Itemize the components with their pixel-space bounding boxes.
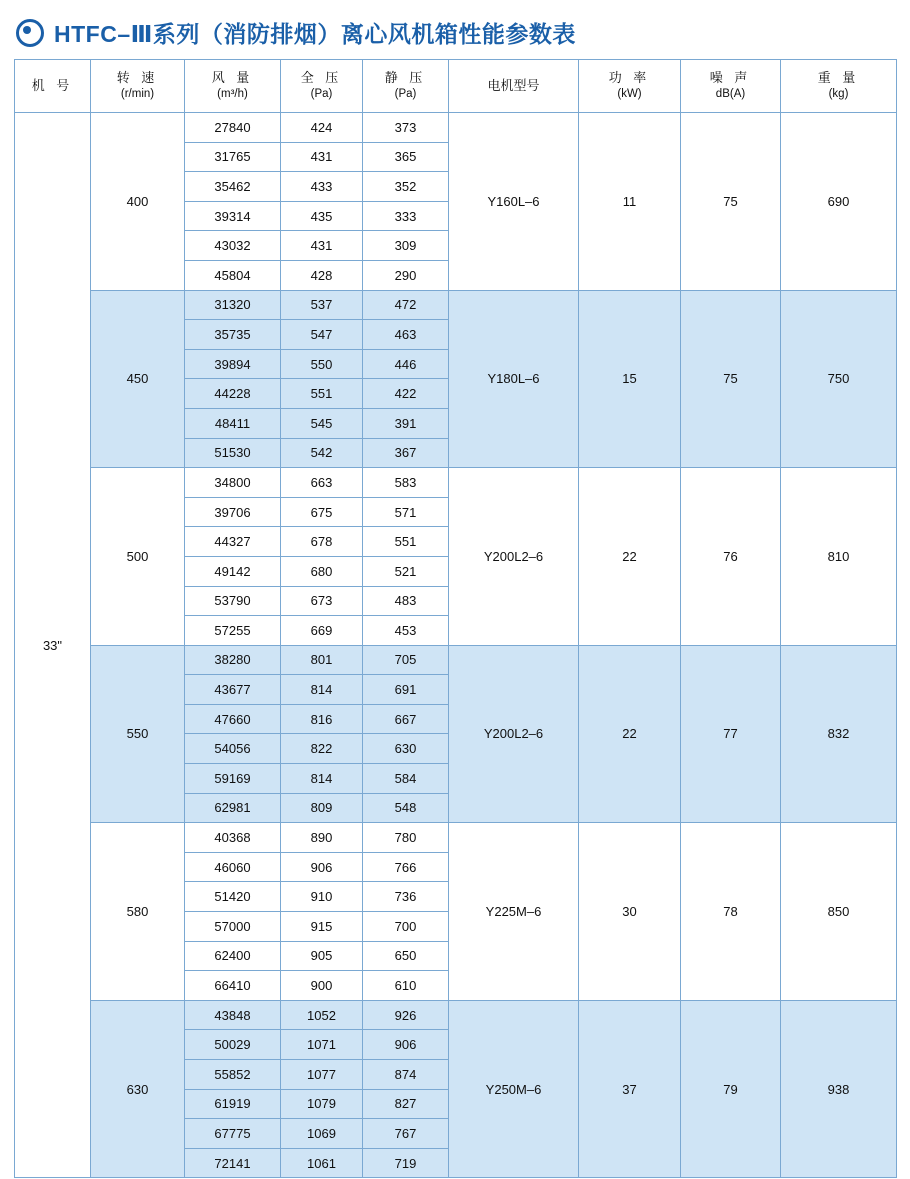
- cell-static-pressure: 610: [363, 971, 449, 1001]
- cell-total-pressure: 545: [281, 408, 363, 438]
- cell-air-volume: 31765: [185, 142, 281, 172]
- column-header-speed: 转 速 (r/min): [91, 60, 185, 113]
- cell-air-volume: 44327: [185, 527, 281, 557]
- cell-total-pressure: 547: [281, 320, 363, 350]
- cell-total-pressure: 905: [281, 941, 363, 971]
- cell-static-pressure: 446: [363, 349, 449, 379]
- cell-static-pressure: 691: [363, 675, 449, 705]
- cell-air-volume: 59169: [185, 764, 281, 794]
- cell-static-pressure: 472: [363, 290, 449, 320]
- cell-static-pressure: 926: [363, 1000, 449, 1030]
- cell-speed: 550: [91, 645, 185, 823]
- cell-weight: 810: [781, 468, 897, 646]
- cell-total-pressure: 822: [281, 734, 363, 764]
- cell-total-pressure: 1061: [281, 1148, 363, 1178]
- cell-total-pressure: 1077: [281, 1060, 363, 1090]
- cell-total-pressure: 537: [281, 290, 363, 320]
- table-header: [15, 60, 897, 113]
- cell-total-pressure: 1079: [281, 1089, 363, 1119]
- cell-static-pressure: 667: [363, 704, 449, 734]
- cell-noise: 78: [681, 823, 781, 1001]
- cell-total-pressure: 1071: [281, 1030, 363, 1060]
- cell-static-pressure: 700: [363, 912, 449, 942]
- cell-total-pressure: 816: [281, 704, 363, 734]
- cell-total-pressure: 550: [281, 349, 363, 379]
- cell-static-pressure: 391: [363, 408, 449, 438]
- cell-air-volume: 67775: [185, 1119, 281, 1149]
- cell-total-pressure: 431: [281, 231, 363, 261]
- cell-static-pressure: 548: [363, 793, 449, 823]
- cell-noise: 79: [681, 1000, 781, 1178]
- cell-noise: 76: [681, 468, 781, 646]
- cell-power: 22: [579, 468, 681, 646]
- cell-static-pressure: 736: [363, 882, 449, 912]
- cell-total-pressure: 675: [281, 497, 363, 527]
- cell-air-volume: 55852: [185, 1060, 281, 1090]
- column-header-model-no: 机 号: [15, 60, 91, 113]
- cell-air-volume: 61919: [185, 1089, 281, 1119]
- cell-air-volume: 51420: [185, 882, 281, 912]
- cell-total-pressure: 801: [281, 645, 363, 675]
- cell-air-volume: 53790: [185, 586, 281, 616]
- cell-total-pressure: 435: [281, 201, 363, 231]
- cell-air-volume: 72141: [185, 1148, 281, 1178]
- cell-power: 30: [579, 823, 681, 1001]
- cell-static-pressure: 483: [363, 586, 449, 616]
- cell-static-pressure: 463: [363, 320, 449, 350]
- cell-noise: 77: [681, 645, 781, 823]
- cell-total-pressure: 900: [281, 971, 363, 1001]
- cell-total-pressure: 428: [281, 260, 363, 290]
- cell-air-volume: 31320: [185, 290, 281, 320]
- cell-speed: 450: [91, 290, 185, 468]
- column-header-air-volume: 风 量 (m³/h): [185, 60, 281, 113]
- cell-speed: 580: [91, 823, 185, 1001]
- cell-motor-model: Y225M–6: [449, 823, 579, 1001]
- table-row: [15, 468, 897, 498]
- cell-air-volume: 48411: [185, 408, 281, 438]
- cell-model-no: 33": [15, 113, 91, 1178]
- cell-total-pressure: 424: [281, 113, 363, 143]
- cell-weight: 850: [781, 823, 897, 1001]
- cell-weight: 832: [781, 645, 897, 823]
- table-row: [15, 645, 897, 675]
- cell-static-pressure: 630: [363, 734, 449, 764]
- cell-total-pressure: 906: [281, 852, 363, 882]
- cell-air-volume: 34800: [185, 468, 281, 498]
- cell-static-pressure: 309: [363, 231, 449, 261]
- cell-air-volume: 39894: [185, 349, 281, 379]
- cell-air-volume: 47660: [185, 704, 281, 734]
- cell-air-volume: 35462: [185, 172, 281, 202]
- cell-motor-model: Y250M–6: [449, 1000, 579, 1178]
- column-header-weight: 重 量 (kg): [781, 60, 897, 113]
- cell-air-volume: 38280: [185, 645, 281, 675]
- cell-weight: 938: [781, 1000, 897, 1178]
- table-row: [15, 290, 897, 320]
- cell-speed: 630: [91, 1000, 185, 1178]
- cell-total-pressure: 1052: [281, 1000, 363, 1030]
- cell-static-pressure: 422: [363, 379, 449, 409]
- cell-air-volume: 62400: [185, 941, 281, 971]
- table-header-row: [15, 60, 897, 113]
- cell-total-pressure: 809: [281, 793, 363, 823]
- cell-static-pressure: 333: [363, 201, 449, 231]
- cell-motor-model: Y200L2–6: [449, 645, 579, 823]
- cell-static-pressure: 352: [363, 172, 449, 202]
- cell-static-pressure: 719: [363, 1148, 449, 1178]
- cell-static-pressure: 373: [363, 113, 449, 143]
- cell-air-volume: 39706: [185, 497, 281, 527]
- column-header-power: 功 率 (kW): [579, 60, 681, 113]
- cell-speed: 500: [91, 468, 185, 646]
- column-header-total-pressure: 全 压 (Pa): [281, 60, 363, 113]
- cell-motor-model: Y200L2–6: [449, 468, 579, 646]
- cell-static-pressure: 583: [363, 468, 449, 498]
- page-title: [0, 0, 910, 59]
- cell-total-pressure: 915: [281, 912, 363, 942]
- cell-total-pressure: 890: [281, 823, 363, 853]
- cell-air-volume: 40368: [185, 823, 281, 853]
- cell-power: 37: [579, 1000, 681, 1178]
- column-header-noise: 噪 声 dB(A): [681, 60, 781, 113]
- cell-static-pressure: 906: [363, 1030, 449, 1060]
- cell-noise: 75: [681, 290, 781, 468]
- cell-total-pressure: 669: [281, 616, 363, 646]
- cell-air-volume: 66410: [185, 971, 281, 1001]
- cell-static-pressure: 874: [363, 1060, 449, 1090]
- cell-air-volume: 49142: [185, 556, 281, 586]
- cell-static-pressure: 780: [363, 823, 449, 853]
- cell-static-pressure: 290: [363, 260, 449, 290]
- cell-air-volume: 51530: [185, 438, 281, 468]
- cell-air-volume: 43677: [185, 675, 281, 705]
- column-header-motor-model: 电机型号: [449, 60, 579, 113]
- cell-static-pressure: 571: [363, 497, 449, 527]
- cell-static-pressure: 365: [363, 142, 449, 172]
- cell-weight: 750: [781, 290, 897, 468]
- cell-air-volume: 39314: [185, 201, 281, 231]
- cell-total-pressure: 814: [281, 764, 363, 794]
- table-container: [0, 59, 910, 1178]
- circle-mark-icon: [16, 19, 44, 47]
- cell-static-pressure: 827: [363, 1089, 449, 1119]
- cell-air-volume: 54056: [185, 734, 281, 764]
- cell-static-pressure: 705: [363, 645, 449, 675]
- cell-power: 15: [579, 290, 681, 468]
- cell-air-volume: 57000: [185, 912, 281, 942]
- cell-total-pressure: 431: [281, 142, 363, 172]
- cell-air-volume: 57255: [185, 616, 281, 646]
- performance-table: [14, 59, 897, 1178]
- column-header-static-pressure: 静 压 (Pa): [363, 60, 449, 113]
- cell-total-pressure: 680: [281, 556, 363, 586]
- cell-total-pressure: 542: [281, 438, 363, 468]
- cell-air-volume: 46060: [185, 852, 281, 882]
- cell-total-pressure: 551: [281, 379, 363, 409]
- cell-static-pressure: 551: [363, 527, 449, 557]
- table-row: [15, 1000, 897, 1030]
- cell-air-volume: 35735: [185, 320, 281, 350]
- cell-air-volume: 27840: [185, 113, 281, 143]
- cell-total-pressure: 433: [281, 172, 363, 202]
- cell-static-pressure: 453: [363, 616, 449, 646]
- cell-air-volume: 44228: [185, 379, 281, 409]
- cell-power: 11: [579, 113, 681, 291]
- table-row: [15, 113, 897, 143]
- cell-total-pressure: 1069: [281, 1119, 363, 1149]
- cell-total-pressure: 678: [281, 527, 363, 557]
- cell-noise: 75: [681, 113, 781, 291]
- cell-air-volume: 43848: [185, 1000, 281, 1030]
- table-body: [15, 113, 897, 1178]
- cell-air-volume: 50029: [185, 1030, 281, 1060]
- cell-static-pressure: 767: [363, 1119, 449, 1149]
- cell-total-pressure: 663: [281, 468, 363, 498]
- cell-air-volume: 43032: [185, 231, 281, 261]
- cell-static-pressure: 521: [363, 556, 449, 586]
- cell-motor-model: Y160L–6: [449, 113, 579, 291]
- cell-air-volume: 45804: [185, 260, 281, 290]
- page-title-text: HTFC–Ⅲ系列（消防排烟）离心风机箱性能参数表: [54, 21, 576, 47]
- cell-weight: 690: [781, 113, 897, 291]
- cell-speed: 400: [91, 113, 185, 291]
- cell-static-pressure: 766: [363, 852, 449, 882]
- cell-total-pressure: 910: [281, 882, 363, 912]
- cell-static-pressure: 650: [363, 941, 449, 971]
- cell-power: 22: [579, 645, 681, 823]
- cell-static-pressure: 584: [363, 764, 449, 794]
- table-row: [15, 823, 897, 853]
- cell-static-pressure: 367: [363, 438, 449, 468]
- cell-total-pressure: 673: [281, 586, 363, 616]
- cell-air-volume: 62981: [185, 793, 281, 823]
- cell-total-pressure: 814: [281, 675, 363, 705]
- cell-motor-model: Y180L–6: [449, 290, 579, 468]
